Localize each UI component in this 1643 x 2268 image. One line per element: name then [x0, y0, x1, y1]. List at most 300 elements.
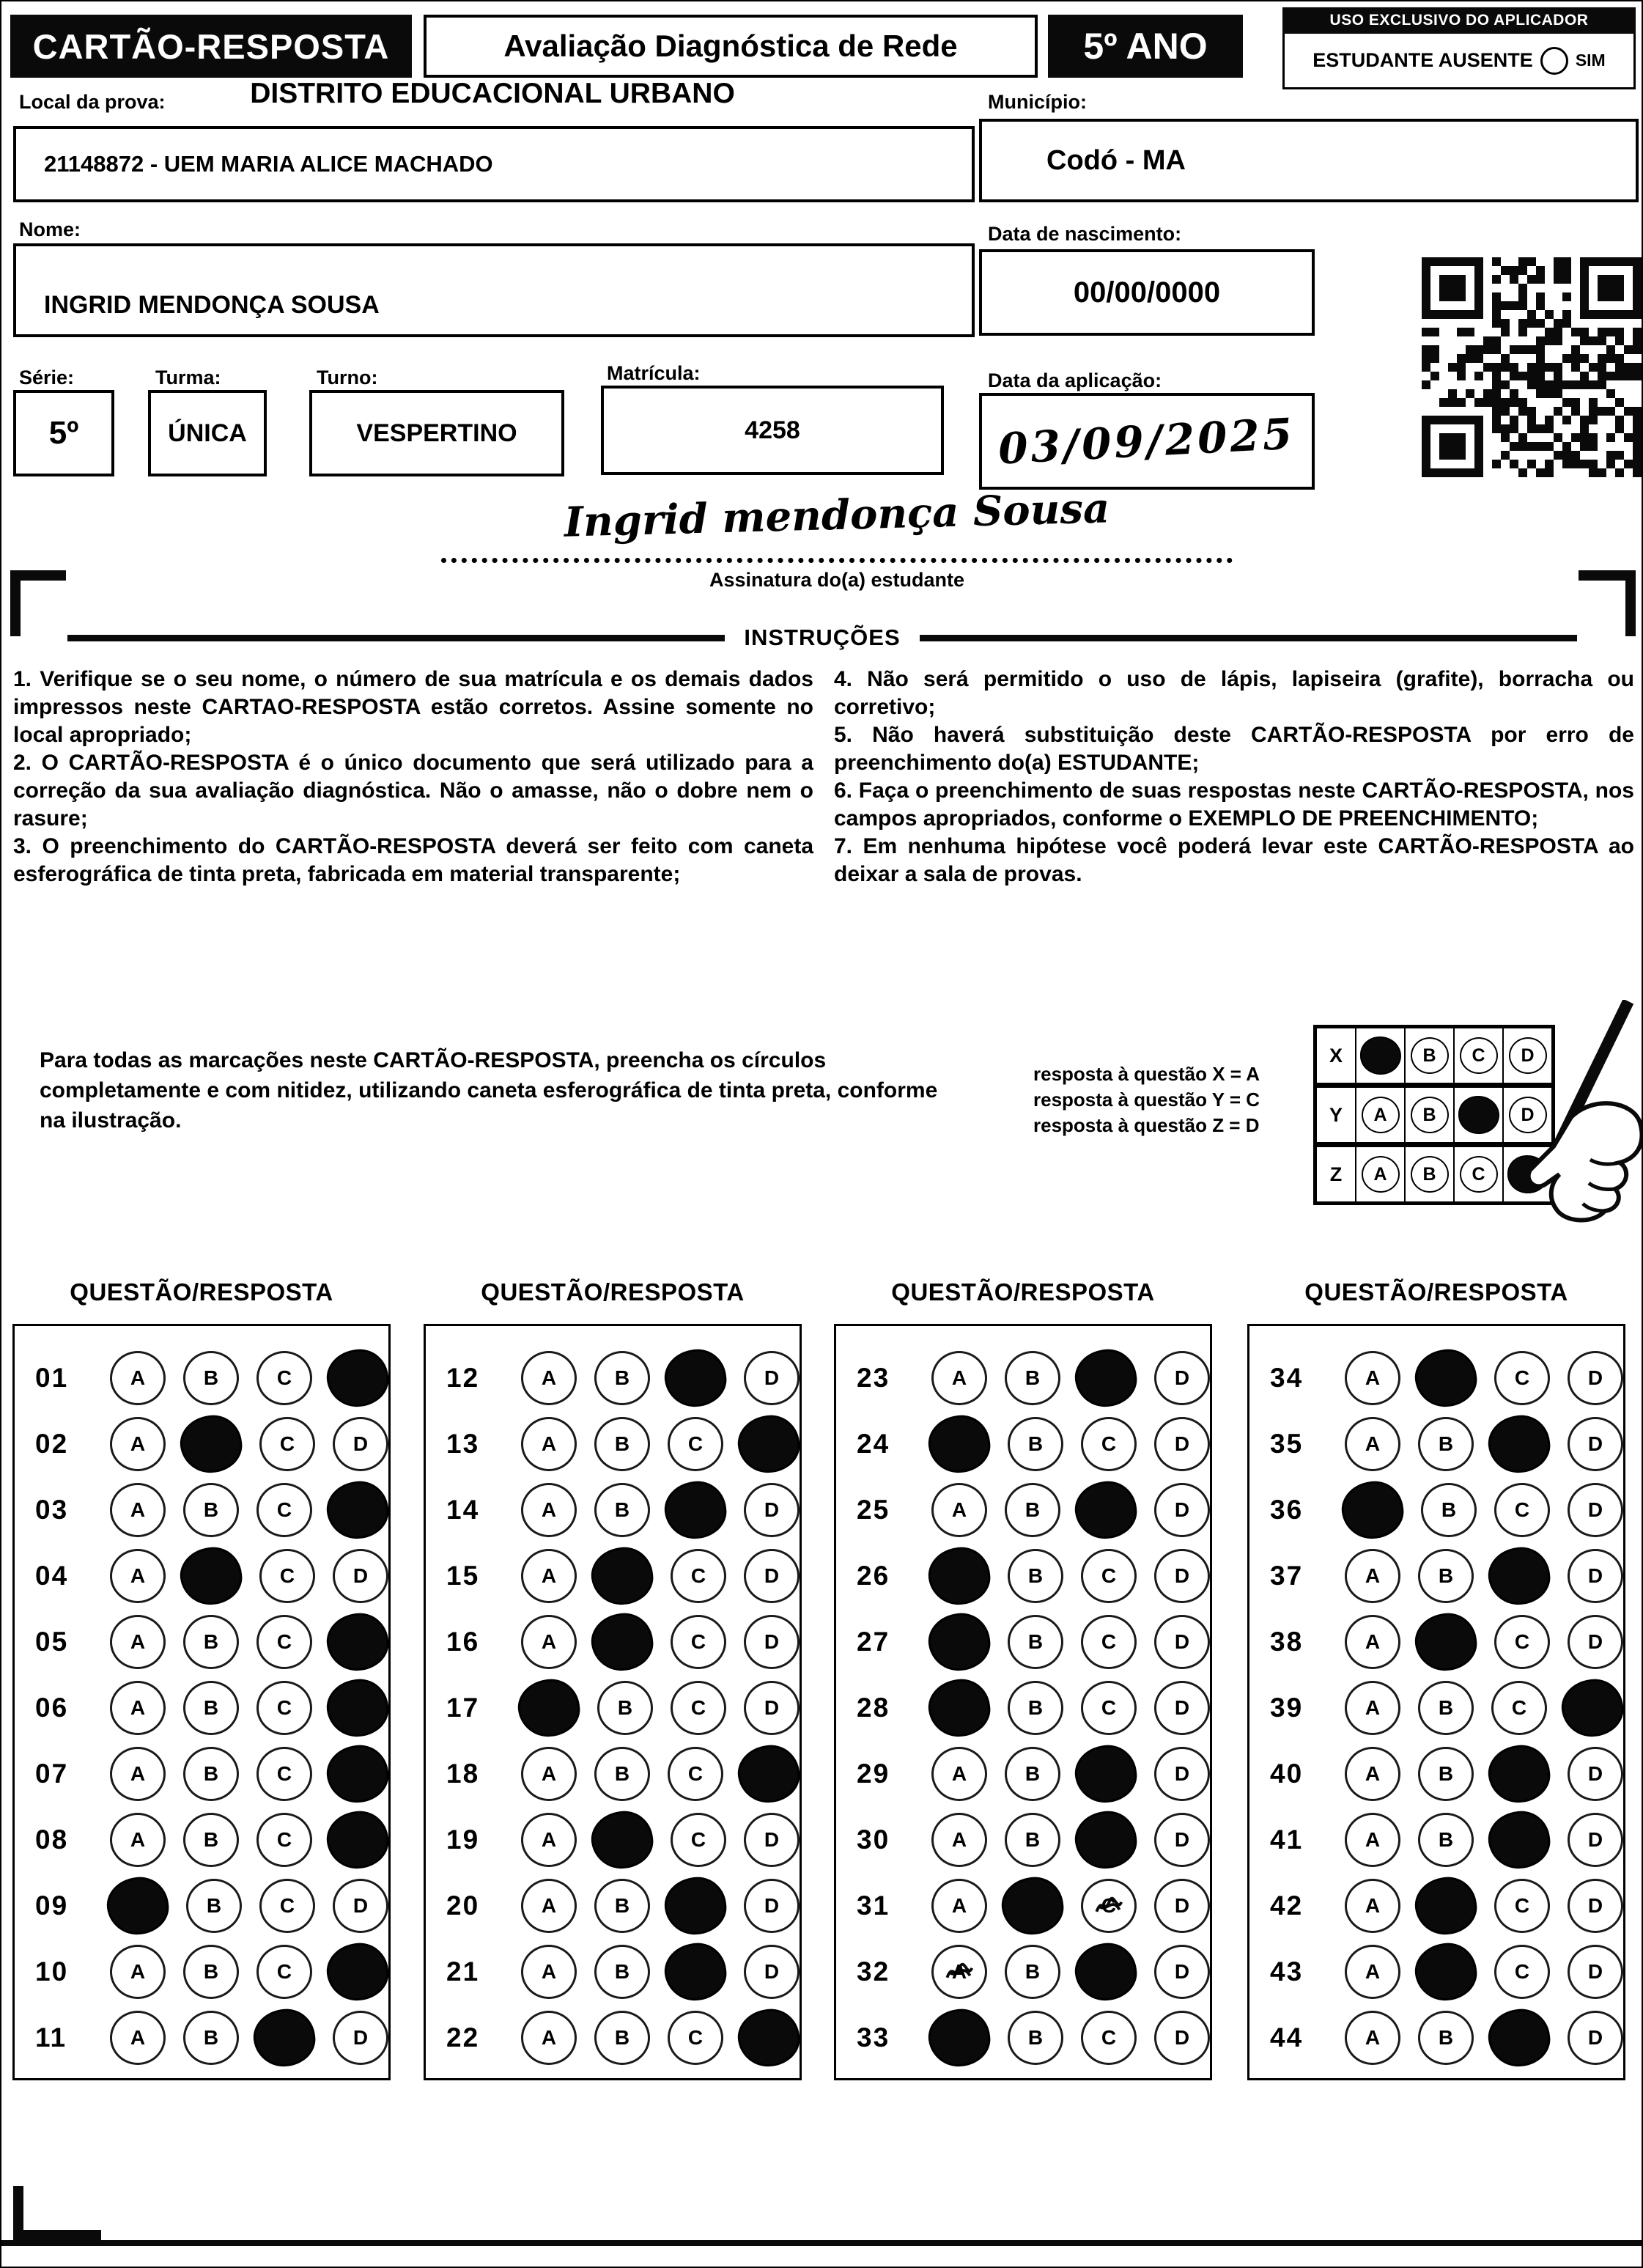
- question-number: 38: [1270, 1627, 1304, 1657]
- bubble-q35-B[interactable]: B: [1418, 1417, 1474, 1471]
- bubble-q43-A[interactable]: A: [1345, 1945, 1400, 1999]
- bubble-q28-A-filled[interactable]: [926, 1676, 994, 1740]
- bubble-q27-C[interactable]: C: [1081, 1615, 1137, 1669]
- bubble-q06-D-filled[interactable]: [324, 1676, 392, 1740]
- bubble-q07-D-filled[interactable]: [324, 1742, 392, 1806]
- answer-row: [15, 1411, 388, 1477]
- bubble-q37-D[interactable]: D: [1568, 1549, 1623, 1603]
- answer-row: [1249, 1873, 1623, 1939]
- example-bubble-Y-B[interactable]: B: [1411, 1097, 1449, 1133]
- turma-field: ÚNICA: [148, 390, 267, 476]
- sheet-title: CARTÃO-RESPOSTA: [10, 15, 412, 78]
- bubble-q28-C[interactable]: C: [1081, 1681, 1137, 1735]
- bubble-q42-C[interactable]: C: [1494, 1879, 1550, 1933]
- answer-row: [15, 1675, 388, 1741]
- bubble-q39-C[interactable]: C: [1491, 1681, 1547, 1735]
- bubble-q40-B[interactable]: B: [1418, 1747, 1474, 1801]
- bubble-q08-D-filled[interactable]: [324, 1808, 392, 1872]
- instruction-item: 6. Faça o preenchimento de suas respostas neste CARTÃO-RESPOSTA, nos campos apropriados, conforme o EXEMPLO DE PREENCHIMENTO;: [834, 778, 1634, 831]
- example-bubble-Y-D[interactable]: D: [1509, 1097, 1547, 1133]
- bubble-q40-A[interactable]: A: [1345, 1747, 1400, 1801]
- example-legend: [1033, 1061, 1290, 1138]
- example-bubble-X-C[interactable]: C: [1460, 1037, 1498, 1074]
- bubble-q30-D[interactable]: D: [1154, 1813, 1210, 1867]
- municipio-label: Município:: [988, 91, 1087, 113]
- bubble-q32-C-filled[interactable]: [1072, 1940, 1140, 2004]
- example-bubble-X-D[interactable]: D: [1509, 1037, 1547, 1074]
- bubble-q35-D[interactable]: D: [1568, 1417, 1623, 1471]
- bubble-q25-A[interactable]: A: [931, 1483, 987, 1537]
- question-number: 37: [1270, 1561, 1304, 1591]
- bubble-q07-A[interactable]: A: [110, 1747, 166, 1801]
- answer-row: [426, 1345, 800, 1411]
- bubble-q39-D-filled[interactable]: [1559, 1676, 1627, 1740]
- example-cell: [1355, 1088, 1404, 1142]
- bubble-q35-A[interactable]: A: [1345, 1417, 1400, 1471]
- answer-row: [15, 1807, 388, 1873]
- bottom-border-line: [1, 2240, 1643, 2246]
- absent-label: ESTUDANTE AUSENTE: [1312, 49, 1533, 71]
- instructions-body: [13, 666, 1634, 888]
- instruction-item: 2. O CARTÃO-RESPOSTA é o único documento que será utilizado para a correção da sua avaliação diagnóstica. Não o amasse, não o dobre nem o rasure;: [13, 751, 813, 831]
- bubble-q44-A[interactable]: A: [1345, 2011, 1400, 2065]
- answer-row: [1249, 2005, 1623, 2071]
- bubble-q29-A[interactable]: A: [931, 1747, 987, 1801]
- question-number: 27: [857, 1627, 890, 1657]
- example-bubble-X-B[interactable]: B: [1411, 1037, 1449, 1074]
- answer-column: [1247, 1278, 1625, 2080]
- bubble-q13-A[interactable]: A: [521, 1417, 577, 1471]
- bubble-q36-A-filled[interactable]: [1339, 1478, 1407, 1542]
- answer-grid-box: [424, 1324, 802, 2080]
- bubble-q38-D[interactable]: D: [1568, 1615, 1623, 1669]
- instruction-item: 4. Não será permitido o uso de lápis, lapiseira (grafite), borracha ou corretivo;: [834, 667, 1634, 719]
- bubble-q14-D[interactable]: D: [744, 1483, 800, 1537]
- bubble-q18-C[interactable]: C: [668, 1747, 723, 1801]
- bubble-q04-A[interactable]: A: [110, 1549, 166, 1603]
- registration-mark-top-right-v: [1625, 570, 1636, 636]
- bubble-q19-A[interactable]: A: [521, 1813, 577, 1867]
- bubble-q05-C[interactable]: C: [256, 1615, 312, 1669]
- answer-row: [1249, 1939, 1623, 2005]
- school-field: 21148872 - UEM MARIA ALICE MACHADO: [13, 126, 975, 202]
- bubble-q33-A-filled[interactable]: [926, 2006, 994, 2070]
- bubble-q01-C[interactable]: C: [256, 1351, 312, 1405]
- question-number: 29: [857, 1759, 890, 1789]
- question-number: 01: [35, 1363, 69, 1393]
- nome-field: INGRID MENDONÇA SOUSA: [13, 243, 975, 337]
- bubble-q34-D[interactable]: D: [1568, 1351, 1623, 1405]
- question-number: 03: [35, 1495, 69, 1525]
- bubble-q12-B[interactable]: B: [594, 1351, 650, 1405]
- bubble-q23-A[interactable]: A: [931, 1351, 987, 1405]
- bubble-q29-C-filled[interactable]: [1072, 1742, 1140, 1806]
- bubble-q17-B[interactable]: B: [597, 1681, 653, 1735]
- answer-row: [1249, 1411, 1623, 1477]
- signature-line[interactable]: [441, 532, 1233, 563]
- bubble-q10-A[interactable]: A: [110, 1945, 166, 1999]
- bubble-q10-B[interactable]: B: [183, 1945, 239, 1999]
- nome-label: Nome:: [19, 218, 81, 240]
- answer-row: [1249, 1609, 1623, 1675]
- bubble-q21-B[interactable]: B: [594, 1945, 650, 1999]
- bubble-q26-B[interactable]: B: [1008, 1549, 1063, 1603]
- bubble-q12-D[interactable]: D: [744, 1351, 800, 1405]
- bubble-q06-A[interactable]: A: [110, 1681, 166, 1735]
- bubble-q42-D[interactable]: D: [1568, 1879, 1623, 1933]
- bubble-q18-A[interactable]: A: [521, 1747, 577, 1801]
- question-number: 11: [35, 2022, 67, 2052]
- bubble-q25-C-filled[interactable]: [1072, 1478, 1140, 1542]
- bubble-q08-B[interactable]: B: [183, 1813, 239, 1867]
- bubble-q24-C[interactable]: C: [1081, 1417, 1137, 1471]
- answer-row: [426, 1807, 800, 1873]
- example-cell: [1404, 1088, 1453, 1142]
- bubble-q44-C-filled[interactable]: [1485, 2006, 1554, 2070]
- bubble-q34-A[interactable]: A: [1345, 1351, 1400, 1405]
- bubble-q38-B-filled[interactable]: [1412, 1610, 1480, 1674]
- answer-row: [836, 1741, 1210, 1807]
- district-heading: DISTRITO EDUCACIONAL URBANO: [250, 78, 735, 109]
- bubble-q41-B[interactable]: B: [1418, 1813, 1474, 1867]
- bubble-q05-A[interactable]: A: [110, 1615, 166, 1669]
- bubble-q12-A[interactable]: A: [521, 1351, 577, 1405]
- absent-yes-label: SIM: [1575, 51, 1606, 70]
- serie-field: 5º: [13, 390, 114, 476]
- answer-row: [1249, 1675, 1623, 1741]
- bubble-q24-A-filled[interactable]: [926, 1412, 994, 1476]
- bubble-q14-B[interactable]: B: [594, 1483, 650, 1537]
- bubble-q32-B[interactable]: B: [1005, 1945, 1060, 1999]
- question-number: 10: [35, 1956, 69, 1987]
- example-cell: [1404, 1147, 1453, 1201]
- bubble-q35-C-filled[interactable]: [1485, 1412, 1554, 1476]
- bubble-q04-B-filled[interactable]: [177, 1544, 245, 1608]
- turno-field: VESPERTINO: [309, 390, 564, 476]
- bubble-q26-D[interactable]: D: [1154, 1549, 1210, 1603]
- bubble-q27-A-filled[interactable]: [926, 1610, 994, 1674]
- answer-row: [836, 1411, 1210, 1477]
- question-number: 36: [1270, 1495, 1304, 1525]
- bubble-q25-D[interactable]: D: [1154, 1483, 1210, 1537]
- bubble-q40-C-filled[interactable]: [1485, 1742, 1554, 1806]
- answer-row: [1249, 1477, 1623, 1543]
- answer-row: [836, 1675, 1210, 1741]
- bubble-q22-D-filled[interactable]: [735, 2006, 803, 2070]
- bubble-q39-B[interactable]: B: [1418, 1681, 1474, 1735]
- answer-row: [426, 1873, 800, 1939]
- question-number: 04: [35, 1561, 69, 1591]
- bubble-q13-B[interactable]: B: [594, 1417, 650, 1471]
- bubble-q16-C[interactable]: C: [671, 1615, 726, 1669]
- bubble-q29-B[interactable]: B: [1005, 1747, 1060, 1801]
- bubble-q11-C-filled[interactable]: [251, 2006, 319, 2070]
- absent-yes-circle[interactable]: [1540, 47, 1568, 75]
- question-number: 40: [1270, 1759, 1304, 1789]
- question-number: 02: [35, 1429, 69, 1459]
- qr-code: [1422, 254, 1642, 481]
- answer-row: [1249, 1543, 1623, 1609]
- question-number: 42: [1270, 1890, 1304, 1921]
- bubble-q16-A[interactable]: A: [521, 1615, 577, 1669]
- bubble-q13-D-filled[interactable]: [735, 1412, 803, 1476]
- bubble-q22-A[interactable]: A: [521, 2011, 577, 2065]
- bubble-q42-A[interactable]: A: [1345, 1879, 1400, 1933]
- question-number: 20: [446, 1890, 480, 1921]
- question-number: 24: [857, 1429, 890, 1459]
- matricula-field: 4258: [601, 386, 944, 475]
- bubble-q23-D[interactable]: D: [1154, 1351, 1210, 1405]
- answer-grid-box: [1247, 1324, 1625, 2080]
- bubble-q15-C[interactable]: C: [671, 1549, 726, 1603]
- question-number: 17: [446, 1693, 480, 1723]
- bubble-q08-C[interactable]: C: [256, 1813, 312, 1867]
- bubble-q17-D[interactable]: D: [744, 1681, 800, 1735]
- question-number: 39: [1270, 1693, 1304, 1723]
- bubble-q20-C-filled[interactable]: [662, 1874, 730, 1938]
- bubble-q04-D[interactable]: D: [333, 1549, 388, 1603]
- answer-row: [836, 1807, 1210, 1873]
- bubble-q03-B[interactable]: B: [183, 1483, 239, 1537]
- bubble-q40-D[interactable]: D: [1568, 1747, 1623, 1801]
- instruction-item: 3. O preenchimento do CARTÃO-RESPOSTA deverá ser feito com caneta esferográfica de tinta preta, fabricada em material transparente;: [13, 834, 813, 886]
- answer-row: [15, 1543, 388, 1609]
- answer-row: [15, 1939, 388, 2005]
- bubble-q19-C[interactable]: C: [671, 1813, 726, 1867]
- instruction-item: 1. Verifique se o seu nome, o número de sua matrícula e os demais dados impressos neste CARTAO-RESPOSTA estão corretos. Assine somente no local apropriado;: [13, 667, 813, 747]
- bubble-q27-D[interactable]: D: [1154, 1615, 1210, 1669]
- bubble-q05-D-filled[interactable]: [324, 1610, 392, 1674]
- bubble-q26-A-filled[interactable]: [926, 1544, 994, 1608]
- example-row-label: Y: [1329, 1103, 1343, 1126]
- serie-label: Série:: [19, 367, 75, 389]
- bubble-q22-C[interactable]: C: [668, 2011, 723, 2065]
- bubble-q14-C-filled[interactable]: [662, 1478, 730, 1542]
- bubble-q09-A-filled[interactable]: [104, 1874, 172, 1938]
- bubble-q11-A[interactable]: A: [110, 2011, 166, 2065]
- bubble-q04-C[interactable]: C: [259, 1549, 315, 1603]
- bubble-q32-A[interactable]: A: [931, 1945, 987, 1999]
- bubble-q39-A[interactable]: A: [1345, 1681, 1400, 1735]
- bubble-q10-C[interactable]: C: [256, 1945, 312, 1999]
- bubble-q13-C[interactable]: C: [668, 1417, 723, 1471]
- bubble-q03-C[interactable]: C: [256, 1483, 312, 1537]
- answer-column-header: QUESTÃO/RESPOSTA: [1304, 1278, 1568, 1306]
- question-number: 33: [857, 2022, 890, 2052]
- bubble-q26-C[interactable]: C: [1081, 1549, 1137, 1603]
- bubble-q37-A[interactable]: A: [1345, 1549, 1400, 1603]
- bubble-q14-A[interactable]: A: [521, 1483, 577, 1537]
- question-number: 43: [1270, 1956, 1304, 1987]
- bubble-q19-B-filled[interactable]: [588, 1808, 657, 1872]
- bubble-q31-D[interactable]: D: [1154, 1879, 1210, 1933]
- bubble-q02-A[interactable]: A: [110, 1417, 166, 1471]
- example-bubble-Z-B[interactable]: B: [1411, 1156, 1449, 1193]
- bubble-q28-D[interactable]: D: [1154, 1681, 1210, 1735]
- bubble-q23-C-filled[interactable]: [1072, 1346, 1140, 1410]
- answer-row: [15, 1741, 388, 1807]
- bubble-q22-B[interactable]: B: [594, 2011, 650, 2065]
- bubble-q24-B[interactable]: B: [1008, 1417, 1063, 1471]
- answer-row: [426, 1741, 800, 1807]
- bubble-q24-D[interactable]: D: [1154, 1417, 1210, 1471]
- bubble-q37-C-filled[interactable]: [1485, 1544, 1554, 1608]
- bubble-q21-D[interactable]: D: [744, 1945, 800, 1999]
- bubble-q23-B[interactable]: B: [1005, 1351, 1060, 1405]
- assessment-title: Avaliação Diagnóstica de Rede: [424, 15, 1038, 78]
- bubble-q25-B[interactable]: B: [1005, 1483, 1060, 1537]
- bubble-q02-C[interactable]: C: [259, 1417, 315, 1471]
- question-number: 14: [446, 1495, 480, 1525]
- bubble-q20-D[interactable]: D: [744, 1879, 800, 1933]
- bubble-q18-B[interactable]: B: [594, 1747, 650, 1801]
- answer-column-header: QUESTÃO/RESPOSTA: [481, 1278, 745, 1306]
- bubble-q34-C[interactable]: C: [1494, 1351, 1550, 1405]
- bubble-q09-D[interactable]: D: [333, 1879, 388, 1933]
- question-number: 44: [1270, 2022, 1304, 2052]
- registration-mark-top-left-v: [10, 570, 21, 636]
- bubble-q07-B[interactable]: B: [183, 1747, 239, 1801]
- bubble-q09-B[interactable]: B: [186, 1879, 242, 1933]
- question-number: 25: [857, 1495, 890, 1525]
- bubble-q17-A-filled[interactable]: [515, 1676, 583, 1740]
- question-number: 23: [857, 1363, 890, 1393]
- bubble-q07-C[interactable]: C: [256, 1747, 312, 1801]
- bubble-q09-C[interactable]: C: [259, 1879, 315, 1933]
- answer-row: [426, 1609, 800, 1675]
- example-bubble-Z-C[interactable]: C: [1460, 1156, 1498, 1193]
- instruction-item: 5. Não haverá substituição deste CARTÃO-RESPOSTA por erro de preenchimento do(a) ESTUDANTE;: [834, 723, 1634, 775]
- bubble-q03-A[interactable]: A: [110, 1483, 166, 1537]
- bubble-q19-D[interactable]: D: [744, 1813, 800, 1867]
- example-bubble-Y-A[interactable]: A: [1362, 1097, 1400, 1133]
- example-bubble-Z-A[interactable]: A: [1362, 1156, 1400, 1193]
- question-number: 41: [1270, 1825, 1304, 1855]
- matricula-label: Matrícula:: [607, 362, 701, 384]
- bubble-q11-B[interactable]: B: [183, 2011, 239, 2065]
- bubble-q16-B-filled[interactable]: [588, 1610, 657, 1674]
- bubble-q08-A[interactable]: A: [110, 1813, 166, 1867]
- legend-line: resposta à questão Z = D: [1033, 1114, 1260, 1136]
- bubble-q44-B[interactable]: B: [1418, 2011, 1474, 2065]
- bubble-q44-D[interactable]: D: [1568, 2011, 1623, 2065]
- bubble-q36-D[interactable]: D: [1568, 1483, 1623, 1537]
- bubble-q01-D-filled[interactable]: [324, 1346, 392, 1410]
- bubble-q31-B-filled[interactable]: [999, 1874, 1067, 1938]
- bubble-q21-C-filled[interactable]: [662, 1940, 730, 2004]
- bubble-q28-B[interactable]: B: [1008, 1681, 1063, 1735]
- bubble-q36-B[interactable]: B: [1421, 1483, 1477, 1537]
- example-cell: [1355, 1147, 1404, 1201]
- question-number: 26: [857, 1561, 890, 1591]
- aplicacao-label: Data da aplicação:: [988, 369, 1162, 391]
- bubble-q11-D[interactable]: D: [333, 2011, 388, 2065]
- bubble-q15-A[interactable]: A: [521, 1549, 577, 1603]
- legend-line: resposta à questão X = A: [1033, 1063, 1260, 1085]
- bubble-q30-B[interactable]: B: [1005, 1813, 1060, 1867]
- answer-row: [426, 1477, 800, 1543]
- bubble-q03-D-filled[interactable]: [324, 1478, 392, 1542]
- answer-row: [426, 1411, 800, 1477]
- question-number: 34: [1270, 1363, 1304, 1393]
- answer-row: [1249, 1345, 1623, 1411]
- question-number: 07: [35, 1759, 69, 1789]
- bubble-q16-D[interactable]: D: [744, 1615, 800, 1669]
- bubble-q02-B-filled[interactable]: [177, 1412, 245, 1476]
- bubble-q20-B[interactable]: B: [594, 1879, 650, 1933]
- answer-row: [1249, 1741, 1623, 1807]
- bubble-q33-D[interactable]: D: [1154, 2011, 1210, 2065]
- bubble-q15-D[interactable]: D: [744, 1549, 800, 1603]
- question-number: 21: [446, 1956, 480, 1987]
- bubble-q20-A[interactable]: A: [521, 1879, 577, 1933]
- bubble-q36-C[interactable]: C: [1494, 1483, 1550, 1537]
- bubble-q17-C[interactable]: C: [671, 1681, 726, 1735]
- bubble-q43-C[interactable]: C: [1494, 1945, 1550, 1999]
- example-bubble-X-A-filled[interactable]: [1360, 1037, 1401, 1075]
- bubble-q38-A[interactable]: A: [1345, 1615, 1400, 1669]
- bubble-q42-B-filled[interactable]: [1412, 1874, 1480, 1938]
- bubble-q27-B[interactable]: B: [1008, 1615, 1063, 1669]
- bubble-q01-A[interactable]: A: [110, 1351, 166, 1405]
- local-label: Local da prova:: [19, 91, 166, 113]
- bubble-q31-A[interactable]: A: [931, 1879, 987, 1933]
- bubble-q41-D[interactable]: D: [1568, 1813, 1623, 1867]
- hand-with-pen-icon: [1483, 1000, 1643, 1227]
- grade-badge: 5º ANO: [1048, 15, 1243, 78]
- answer-row: [15, 1477, 388, 1543]
- answer-row: [836, 1345, 1210, 1411]
- bubble-q06-B[interactable]: B: [183, 1681, 239, 1735]
- bubble-q06-C[interactable]: C: [256, 1681, 312, 1735]
- answer-column: [834, 1278, 1212, 2080]
- bubble-q38-C[interactable]: C: [1494, 1615, 1550, 1669]
- bubble-q05-B[interactable]: B: [183, 1615, 239, 1669]
- bubble-q12-C-filled[interactable]: [662, 1346, 730, 1410]
- bubble-q02-D[interactable]: D: [333, 1417, 388, 1471]
- bubble-q37-B[interactable]: B: [1418, 1549, 1474, 1603]
- answer-row: [426, 1543, 800, 1609]
- bubble-q30-A[interactable]: A: [931, 1813, 987, 1867]
- bubble-q43-B-filled[interactable]: [1412, 1940, 1480, 2004]
- bubble-q21-A[interactable]: A: [521, 1945, 577, 1999]
- question-number: 13: [446, 1429, 480, 1459]
- question-number: 19: [446, 1825, 480, 1855]
- bubble-q34-B-filled[interactable]: [1412, 1346, 1480, 1410]
- bubble-q29-D[interactable]: D: [1154, 1747, 1210, 1801]
- bubble-q43-D[interactable]: D: [1568, 1945, 1623, 1999]
- question-number: 16: [446, 1627, 480, 1657]
- bubble-q31-C[interactable]: C: [1081, 1879, 1137, 1933]
- bubble-q41-C-filled[interactable]: [1485, 1808, 1554, 1872]
- answer-row: [15, 1345, 388, 1411]
- answer-column: [12, 1278, 391, 2080]
- bubble-q32-D[interactable]: D: [1154, 1945, 1210, 1999]
- nascimento-field: 00/00/0000: [979, 249, 1315, 336]
- bubble-q15-B-filled[interactable]: [588, 1544, 657, 1608]
- answer-row: [1249, 1807, 1623, 1873]
- bubble-q10-D-filled[interactable]: [324, 1940, 392, 2004]
- bubble-q33-B[interactable]: B: [1008, 2011, 1063, 2065]
- question-number: 32: [857, 1956, 890, 1987]
- answer-row: [15, 1873, 388, 1939]
- bubble-q18-D-filled[interactable]: [735, 1742, 803, 1806]
- bubble-q01-B[interactable]: B: [183, 1351, 239, 1405]
- bubble-q33-C[interactable]: C: [1081, 2011, 1137, 2065]
- bubble-q30-C-filled[interactable]: [1072, 1808, 1140, 1872]
- bubble-q41-A[interactable]: A: [1345, 1813, 1400, 1867]
- answer-row: [426, 1939, 800, 2005]
